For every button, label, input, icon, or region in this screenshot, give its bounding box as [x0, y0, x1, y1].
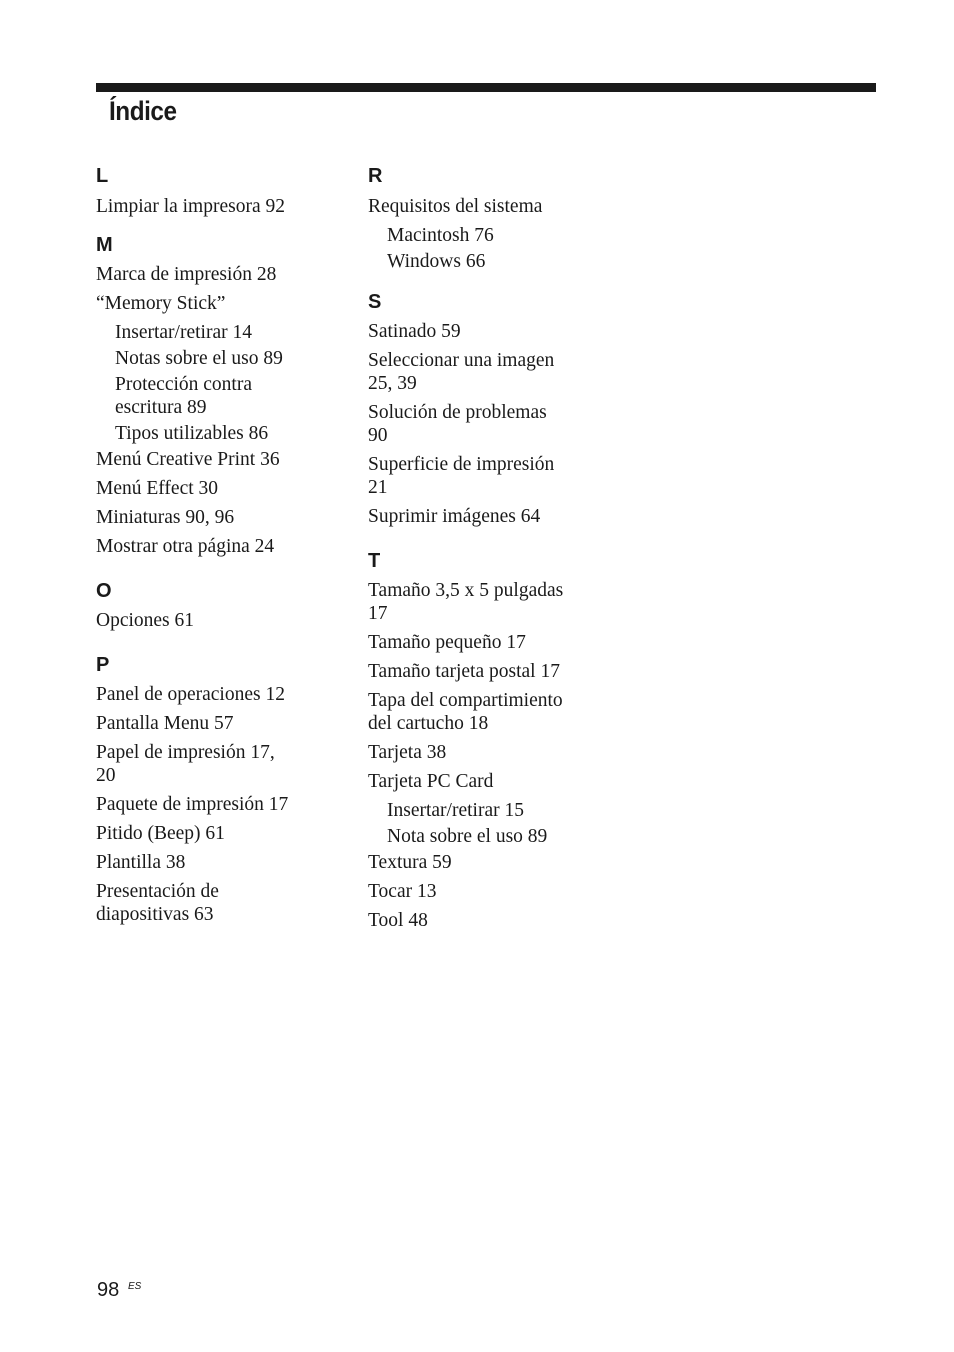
index-entry-cont: 17 [368, 603, 388, 624]
index-entry: Tool 48 [368, 910, 428, 931]
index-entry: Superficie de impresión [368, 454, 555, 475]
section-letter-r: R [368, 165, 383, 187]
index-subentry-cont: escritura 89 [115, 397, 207, 418]
index-subentry: Windows 66 [387, 251, 486, 272]
index-entry: Tamaño tarjeta postal 17 [368, 661, 560, 682]
index-entry: Tarjeta 38 [368, 742, 447, 763]
index-entry-cont: del cartucho 18 [368, 713, 489, 734]
page-number: 98 [97, 1279, 120, 1301]
index-entry: Menú Effect 30 [96, 478, 219, 499]
index-entry: Seleccionar una imagen [368, 350, 555, 371]
index-subentry: Notas sobre el uso 89 [115, 348, 283, 369]
index-subentry: Protección contra [115, 374, 252, 395]
index-entry: Paquete de impresión 17 [96, 794, 289, 815]
index-entry-cont: 25, 39 [368, 373, 417, 394]
index-entry: Panel de operaciones 12 [96, 684, 285, 705]
index-entry: Limpiar la impresora 92 [96, 196, 285, 217]
index-column-left [96, 164, 346, 926]
section-letter-l: L [96, 165, 109, 187]
index-entry: Papel de impresión 17, [96, 742, 275, 763]
language-code: ES [128, 1281, 142, 1292]
index-entry: Textura 59 [368, 852, 452, 873]
index-entry: Presentación de [96, 881, 219, 902]
index-entry: Tamaño 3,5 x 5 pulgadas [368, 580, 564, 601]
index-entry: Tocar 13 [368, 881, 437, 902]
index-entry: Solución de problemas [368, 402, 547, 423]
index-entry: “Memory Stick” [96, 293, 226, 314]
section-letter-s: S [368, 291, 382, 313]
index-entry: Pantalla Menu 57 [96, 713, 234, 734]
index-subentry: Macintosh 76 [387, 225, 494, 246]
index-subentry: Nota sobre el uso 89 [387, 826, 548, 847]
index-entry: Miniaturas 90, 96 [96, 507, 235, 528]
index-column-right [368, 164, 628, 932]
index-entry: Opciones 61 [96, 610, 195, 631]
index-entry: Suprimir imágenes 64 [368, 506, 541, 527]
index-subentry: Insertar/retirar 14 [115, 322, 252, 343]
page-title: Índice [109, 96, 177, 126]
index-entry: Plantilla 38 [96, 852, 186, 873]
section-letter-t: T [368, 550, 381, 572]
index-entry: Mostrar otra página 24 [96, 536, 275, 557]
index-entry: Marca de impresión 28 [96, 264, 277, 285]
index-entry: Tarjeta PC Card [368, 771, 494, 792]
section-letter-o: O [96, 580, 112, 602]
section-letter-p: P [96, 654, 110, 676]
index-entry: Pitido (Beep) 61 [96, 823, 225, 844]
index-entry: Menú Creative Print 36 [96, 449, 280, 470]
index-entry: Tapa del compartimiento [368, 690, 563, 711]
index-entry-cont: diapositivas 63 [96, 904, 214, 925]
index-subentry: Tipos utilizables 86 [115, 423, 269, 444]
index-entry-cont: 90 [368, 425, 388, 446]
index-entry: Requisitos del sistema [368, 196, 543, 217]
section-letter-m: M [96, 234, 113, 256]
index-subentry: Insertar/retirar 15 [387, 800, 524, 821]
header-rule [96, 83, 876, 92]
index-entry: Tamaño pequeño 17 [368, 632, 526, 653]
index-entry-cont: 20 [96, 765, 116, 786]
index-entry: Satinado 59 [368, 321, 461, 342]
index-entry-cont: 21 [368, 477, 388, 498]
